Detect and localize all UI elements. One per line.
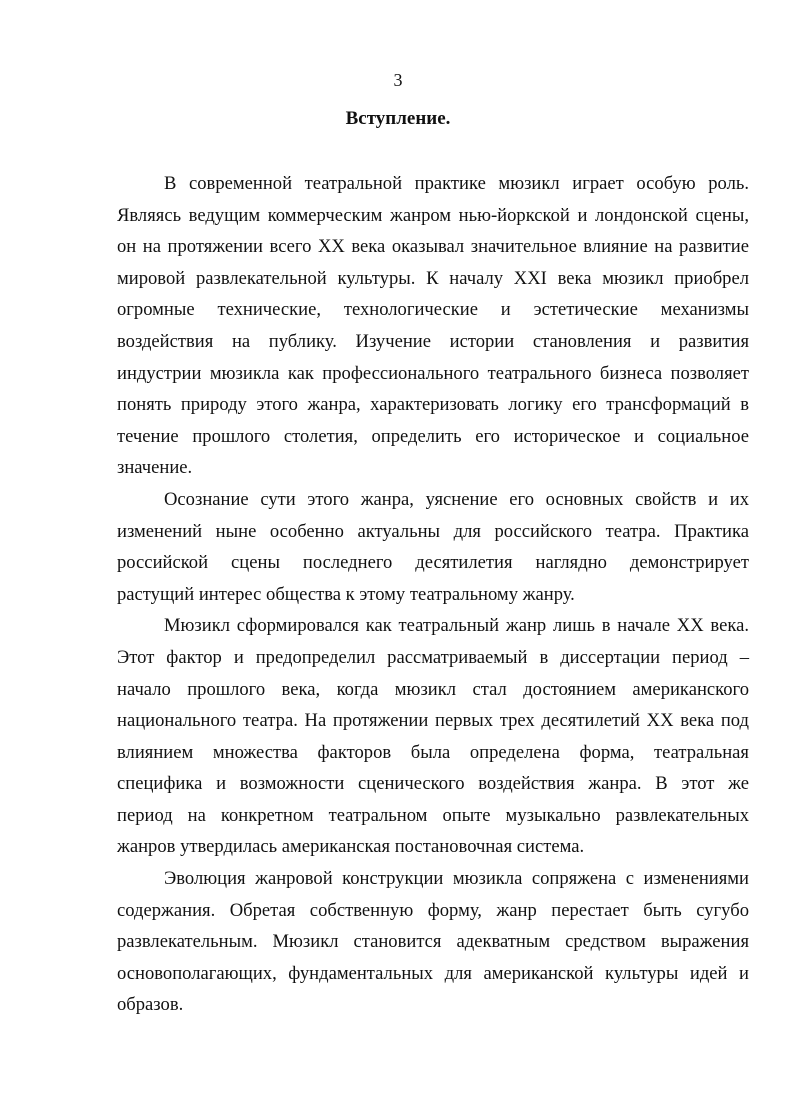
text-line: период на конкретном театральном опыте музыкально развлекательных [117, 804, 749, 826]
text-line: изменений ныне особенно актуальны для российского театра. Практика [117, 520, 749, 542]
page-number: 3 [393, 70, 403, 90]
body-text [117, 168, 749, 1021]
section-heading: Вступление. [345, 108, 451, 129]
text-line: российской сцены последнего десятилетия наглядно демонстрирует [117, 552, 749, 574]
text-line: понять природу этого жанра, характеризовать логику его трансформаций в [117, 394, 749, 416]
text-line: мировой развлекательной культуры. К началу XXI века мюзикл приобрел [117, 267, 749, 289]
text-line: развлекательным. Мюзикл становится адекватным средством выражения [117, 931, 749, 953]
paragraph-2 [117, 484, 749, 610]
text-line: значение. [117, 457, 193, 479]
text-line: Являясь ведущим коммерческим жанром нью-йоркской и лондонской сцены, [117, 204, 749, 226]
text-line: специфика и возможности сценического воздействия жанра. В этот же [117, 773, 749, 795]
text-line: содержания. Обретая собственную форму, жанр перестает быть сугубо [117, 899, 749, 921]
text-line: течение прошлого столетия, определить его историческое и социальное [117, 425, 749, 447]
text-line: основополагающих, фундаментальных для американской культуры идей и [117, 962, 749, 984]
text-line: огромные технические, технологические и эстетические механизмы [117, 299, 749, 321]
text-line: Мюзикл сформировался как театральный жанр лишь в начале XX века. [164, 615, 749, 637]
text-line: Осознание сути этого жанра, уяснение его основных свойств и их [164, 488, 749, 510]
paragraph-3 [117, 610, 749, 863]
text-line: жанров утвердилась американская постановочная система. [117, 836, 585, 858]
text-line: В современной театральной практике мюзикл играет особую роль. [164, 173, 749, 194]
text-line: национального театра. На протяжении первых трех десятилетий XX века под [117, 710, 749, 732]
text-line: образов. [117, 994, 184, 1016]
text-line: Этот фактор и предопределил рассматриваемый в диссертации период – [117, 646, 749, 668]
paragraph-4 [117, 863, 749, 1021]
text-line: начало прошлого века, когда мюзикл стал достоянием американского [117, 678, 749, 700]
text-line: индустрии мюзикла как профессионального театрального бизнеса позволяет [117, 362, 749, 384]
text-line: растущий интерес общества к этому театральному жанру. [117, 583, 575, 605]
text-line: он на протяжении всего XX века оказывал значительное влияние на развитие [117, 236, 749, 258]
paragraph-1 [117, 168, 749, 484]
text-line: Эволюция жанровой конструкции мюзикла сопряжена с изменениями [164, 868, 749, 890]
text-line: влиянием множества факторов была определена форма, театральная [117, 741, 749, 763]
text-line: воздействия на публику. Изучение истории становления и развития [117, 330, 749, 352]
